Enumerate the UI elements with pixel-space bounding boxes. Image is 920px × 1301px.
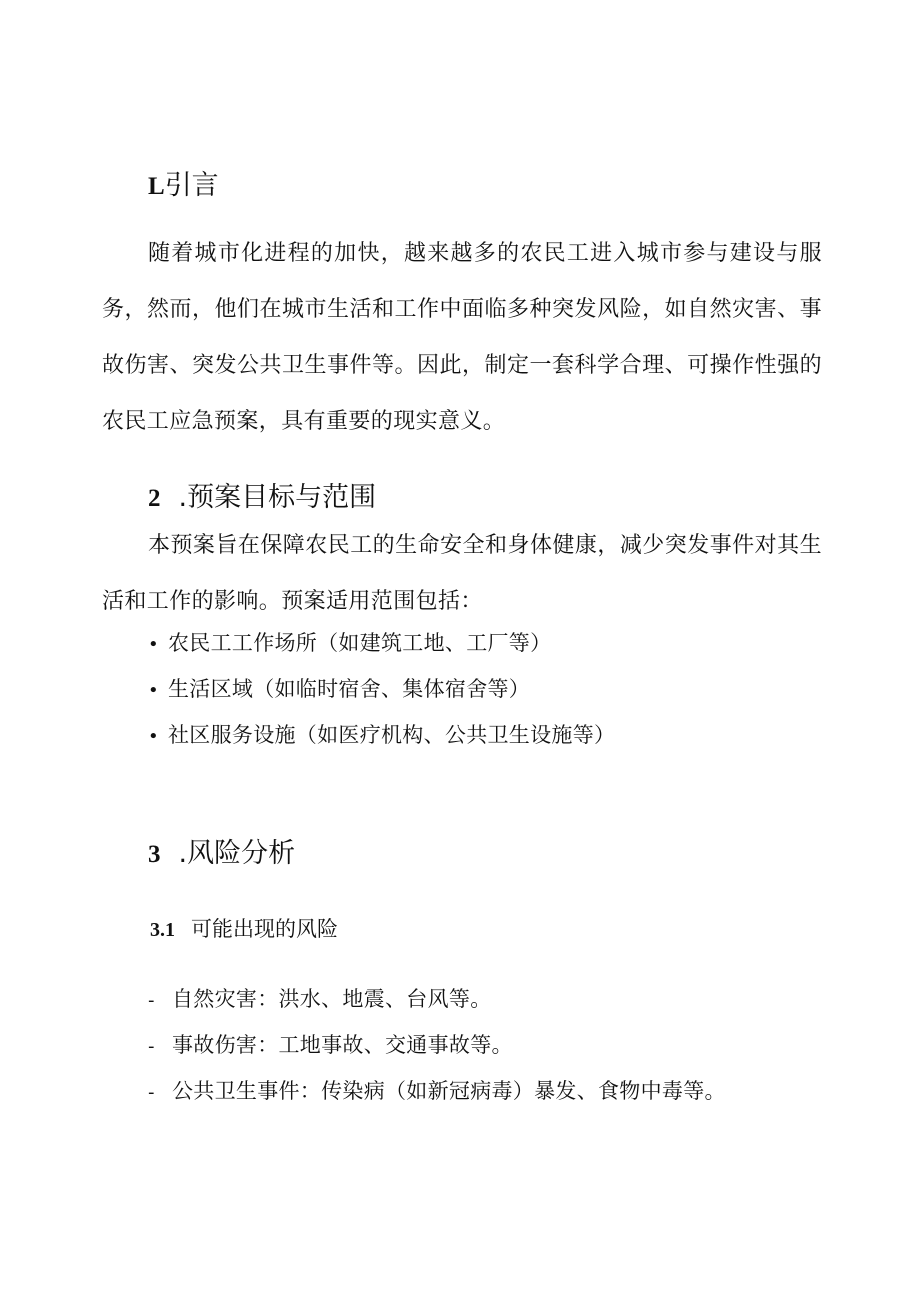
list-item-text: 生活区域（如临时宿舍、集体宿舍等） [168, 677, 531, 701]
section-2-bullet-list [148, 620, 615, 758]
subsection-3-1-title: 可能出现的风险 [191, 917, 338, 941]
subsection-3-1-number: 3.1 [150, 919, 175, 941]
section-3-title: .风险分析 [178, 838, 296, 869]
section-2-title: .预案目标与范围 [178, 482, 377, 513]
list-item [148, 1068, 726, 1114]
list-item [148, 712, 615, 758]
bullet-icon: • [148, 726, 159, 747]
section-1-heading [148, 168, 219, 205]
subsection-3-1-heading [150, 914, 338, 945]
list-item-text: 事故伤害：工地事故、交通事故等。 [172, 1033, 513, 1057]
dash-icon: - [148, 1036, 155, 1057]
risk-list [148, 976, 726, 1114]
section-3-number: 3 [148, 841, 161, 868]
list-item [148, 1022, 726, 1068]
list-item [148, 976, 726, 1022]
section-1-number: L [148, 173, 165, 200]
section-2-number: 2 [148, 485, 161, 512]
list-item-text: 公共卫生事件：传染病（如新冠病毒）暴发、食物中毒等。 [172, 1079, 726, 1103]
section-2-heading [148, 480, 376, 517]
dash-icon: - [148, 990, 155, 1011]
section-1-paragraph: 随着城市化进程的加快，越来越多的农民工进入城市参与建设与服务，然而，他们在城市生活和工作中面临多种突发风险，如自然灾害、事故伤害、突发公共卫生事件等。因此，制定一套科学合理、可操作性强的农民工应急预案，具有重要的现实意义。 [102, 241, 822, 434]
list-item-text: 农民工工作场所（如建筑工地、工厂等） [168, 631, 552, 655]
dash-icon: - [148, 1082, 155, 1103]
section-3-heading [148, 836, 295, 873]
bullet-icon: • [148, 634, 159, 655]
section-1-title: 引言 [164, 170, 219, 201]
bullet-icon: • [148, 680, 159, 701]
list-item-text: 自然灾害：洪水、地震、台风等。 [172, 987, 492, 1011]
list-item-text: 社区服务设施（如医疗机构、公共卫生设施等） [168, 723, 616, 747]
section-2-paragraph: 本预案旨在保障农民工的生命安全和身体健康，减少突发事件对其生活和工作的影响。预案适用范围包括： [102, 533, 822, 614]
list-item [148, 666, 615, 712]
list-item [148, 620, 615, 666]
